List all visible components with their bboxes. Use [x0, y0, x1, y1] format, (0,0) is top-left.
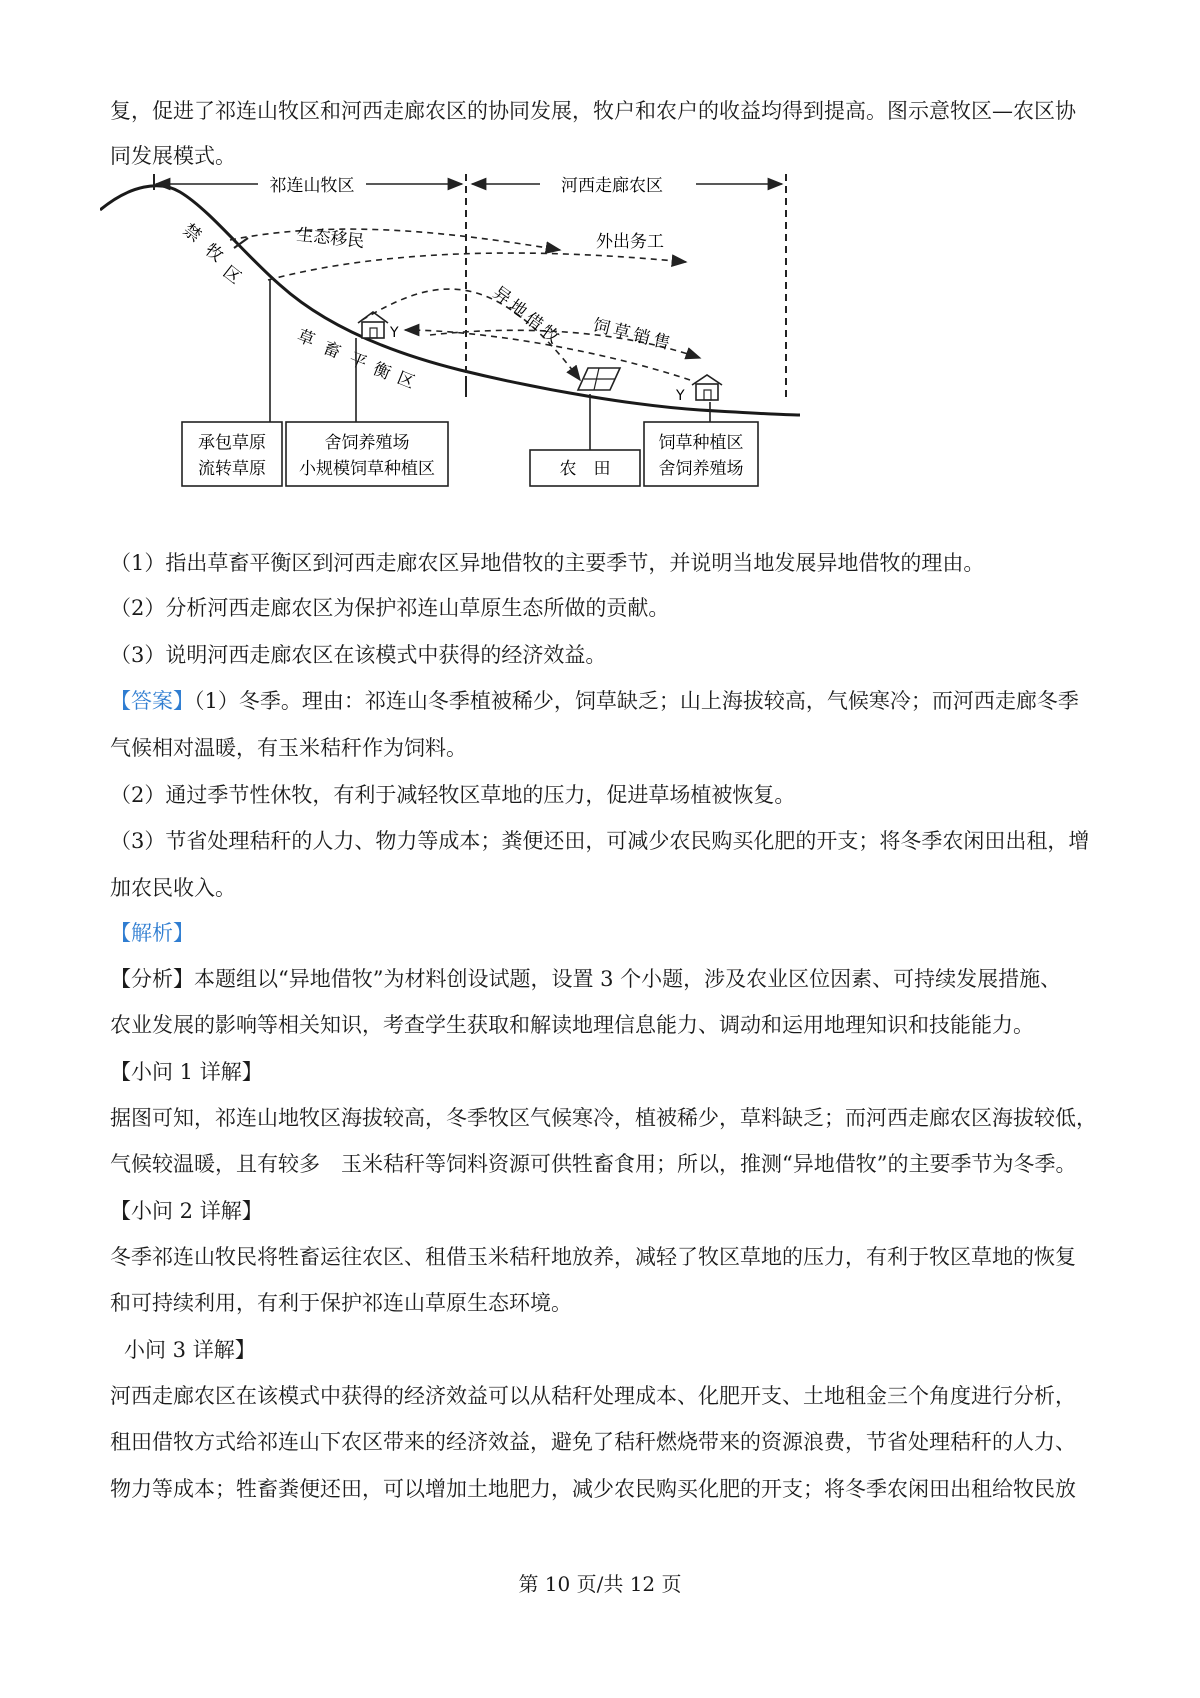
answer-1-cont: 气候相对温暖，有玉米秸秆作为饲料。 — [110, 736, 467, 760]
q3-detail-3: 物力等成本；牲畜粪便还田，可以增加土地肥力，减少农民购买化肥的开支；将冬季农闲田出租给牧民放 — [110, 1477, 1076, 1501]
answer-2: （2）通过季节性休牧，有利于减轻牧区草地的压力，促进草场植被恢复。 — [110, 783, 796, 807]
pastoral-agricultural-diagram — [100, 170, 820, 540]
arrow-outside-work — [268, 253, 686, 280]
answer-3: （3）节省处理秸秆的人力、物力等成本；粪便还田，可减少农民购买化肥的开支；将冬季农闲田出租，增 — [110, 829, 1090, 853]
answer-3-cont: 加农民收入。 — [110, 876, 236, 900]
box-stall-feeding — [286, 422, 448, 486]
q1-detail-1: 据图可知，祁连山地牧区海拔较高，冬季牧区气候寒冷，植被稀少，草料缺乏；而河西走廊农区海拔较低， — [110, 1106, 1097, 1130]
svg-text:承包草原: 承包草原 — [198, 433, 266, 453]
box-contracted-grassland — [182, 422, 282, 486]
analysis-label: 【解析】 — [110, 921, 194, 945]
zone-balance-1: 草 — [294, 326, 318, 352]
farm-house-icon — [692, 375, 722, 400]
svg-text:小规模饲草种植区: 小规模饲草种植区 — [299, 459, 435, 479]
zone-balance-5: 区 — [394, 368, 418, 394]
svg-text:饲草种植区: 饲草种植区 — [658, 433, 744, 453]
region-hexi-label: 河西走廊农区 — [561, 176, 663, 196]
arrow-borrow-2: 地 — [505, 295, 531, 323]
svg-text:流转草原: 流转草原 — [198, 459, 266, 479]
q3-detail-1: 河西走廊农区在该模式中获得的经济效益可以从秸秆处理成本、化肥开支、土地租金三个角度进行分析， — [110, 1384, 1076, 1408]
intro-line-2: 同发展模式。 — [110, 144, 236, 168]
answer-label: 【答案】 — [110, 689, 194, 713]
arrow-forage-3: 销 — [630, 325, 653, 349]
terrain-curve — [100, 186, 800, 415]
intro-line-1: 复，促进了祁连山牧区和河西走廊农区的协同发展，牧户和农户的收益均得到提高。图示意牧区—农区协 — [110, 99, 1076, 123]
region-qilian-label: 祁连山牧区 — [269, 176, 355, 196]
zone-forbidden-3: 区 — [218, 262, 245, 289]
question-3: （3）说明河西走廊农区在该模式中获得的经济效益。 — [110, 643, 607, 667]
q2-detail-1: 冬季祁连山牧民将牲畜运往农区、租借玉米秸秆地放养，减轻了牧区草地的压力，有利于牧区草地的恢复 — [110, 1245, 1076, 1269]
arrow-borrow-4: 牧 — [537, 321, 563, 349]
zone-forbidden-1: 禁 — [178, 220, 205, 247]
arrow-work-label: 外出务工 — [596, 232, 664, 252]
farmland-icon — [578, 368, 620, 390]
herder-house-icon — [358, 312, 388, 338]
question-2: （2）分析河西走廊农区为保护祁连山草原生态所做的贡献。 — [110, 596, 670, 620]
analysis-fenxi-2: 农业发展的影响等相关知识，考查学生获取和解读地理信息能力、调动和运用地理知识和技能能力。 — [110, 1013, 1034, 1037]
page-footer: 第 10 页/共 12 页 — [518, 1572, 682, 1596]
grass-icon: Y — [390, 325, 399, 341]
grass-icon-2: Y — [676, 388, 685, 404]
arrow-forage-4: 售 — [650, 330, 673, 354]
arrow-eco-migration — [230, 229, 560, 250]
svg-text:舍饲养殖场: 舍饲养殖场 — [658, 459, 744, 479]
zone-balance-4: 衡 — [370, 359, 394, 385]
svg-text:农 田: 农 田 — [559, 459, 611, 479]
q2-detail-2: 和可持续利用，有利于保护祁连山草原生态环境。 — [110, 1291, 572, 1315]
q2-heading: 【小问 2 详解】 — [110, 1199, 263, 1223]
q3-detail-2: 租田借牧方式给祁连山下农区带来的经济效益，避免了秸秆燃烧带来的资源浪费，节省处理秸秆的人力、 — [110, 1430, 1076, 1454]
box-forage-planting — [644, 422, 758, 486]
arrow-borrow-1: 异 — [489, 282, 515, 310]
answer-line-1 — [110, 686, 1079, 716]
arrow-forage-1: 饲 — [590, 315, 613, 339]
analysis-fenxi-1: 【分析】本题组以“异地借牧”为材料创设试题，设置 3 个小题，涉及农业区位因素、可持续发展措施、 — [110, 967, 1062, 991]
arrow-forage-2: 草 — [610, 320, 633, 344]
answer-1-text: （1）冬季。理由：祁连山冬季植被稀少，饲草缺乏；山上海拔较高，气候寒冷；而河西走廊冬季 — [194, 689, 1079, 713]
question-1: （1）指出草畜平衡区到河西走廊农区异地借牧的主要季节，并说明当地发展异地借牧的理由。 — [110, 551, 985, 575]
zone-balance-2: 畜 — [320, 338, 344, 364]
q3-heading: 小问 3 详解】 — [124, 1338, 256, 1362]
zone-balance-3: 平 — [346, 349, 370, 375]
q1-detail-2: 气候较温暖，且有较多 玉米秸秆等饲料资源可供牲畜食用；所以，推测“异地借牧”的主要季节为冬季。 — [110, 1152, 1077, 1176]
arrow-borrow-3: 借 — [521, 308, 547, 336]
q1-heading: 【小问 1 详解】 — [110, 1060, 263, 1084]
arrow-eco-label: 生态移民 — [295, 225, 366, 253]
svg-text:舍饲养殖场: 舍饲养殖场 — [324, 433, 410, 453]
zone-forbidden-2: 牧 — [200, 240, 227, 267]
box-farmland — [530, 450, 640, 486]
